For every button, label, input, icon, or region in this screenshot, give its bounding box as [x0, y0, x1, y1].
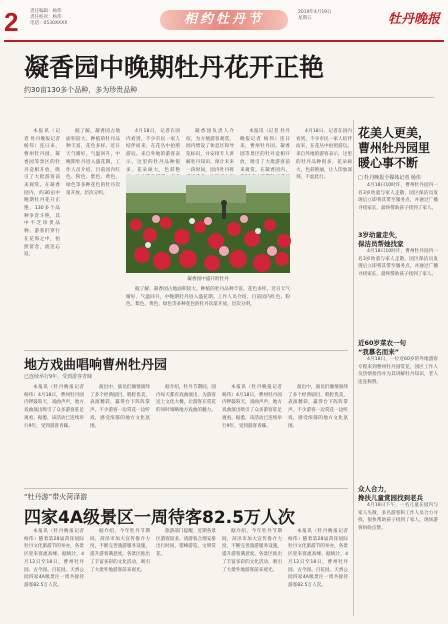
peony-illustration: [126, 175, 290, 273]
section-divider: [24, 350, 348, 351]
sidebar-headline-line: 暖心事不断: [358, 156, 419, 170]
editor-line: 电话：0530XXXX: [30, 21, 68, 26]
sidebar-section-subtitle: “我慕名而来”: [358, 348, 400, 356]
sidebar-section-1: [358, 230, 438, 248]
section-banner: 相约牡丹节: [160, 10, 288, 30]
sidebar: [358, 126, 438, 181]
third-kicker: “牡丹游”带火菏泽游: [24, 493, 88, 501]
sidebar-section-title: 3岁幼童走失，: [358, 231, 402, 239]
page-number: 2: [4, 7, 19, 37]
sidebar-section-2-text: 4月18日，一位近60岁的外地游客专程来到曹州牡丹园赏花，园区工作人员热情接待并为其讲解牡丹知识，老人连连称赞。: [358, 357, 438, 386]
sidebar-section-subtitle: 保洁员帮她找家: [358, 240, 404, 248]
second-column-3: 据介绍，牡丹节期间，园内每天都有戏曲演出，为游客送上文化大餐，让游客在赏花的同时领略地方戏曲的魅力。: [156, 385, 216, 414]
lead-continued: 据了解，凝香园占地面积较大，种植的牡丹品种丰富，花色多样。近日天气晴好，气温回升，中晚期牡丹进入盛花期。工作人员介绍，目前园内红色、粉色、紫色、黄色、绿色等多种花色的牡丹次第开放，层次分明。: [126, 287, 290, 308]
sidebar-section-2: [358, 338, 438, 356]
sidebar-byline: □ 牡丹晚报全媒体记者 杨伟: [358, 175, 421, 181]
second-byline: 已连续举行9年，受到游客青睐: [24, 374, 93, 380]
second-column-1: 本报讯（牡丹晚报记者 杨伟）4月18日，曹州牡丹园内锣鼓喧天，戏曲声声，地方戏曲演出吸引了众多游客驻足观看。据悉，该活动已连续举行9年，受到游客青睐。: [24, 385, 84, 429]
sidebar-section-title: 众人合力，: [358, 485, 391, 493]
second-column-5: 演出中，演员们倾情演绎了多个经典剧目，唱腔优美，表演精彩，赢得台下阵阵掌声。不少游客一边赏花一边听戏，感受浓郁的地方文化氛围。: [288, 385, 348, 429]
masthead-divider: [4, 40, 444, 42]
lead-column-4: 凝香园负责人介绍，为方便游客观赏，园内增设了休息区和导览标识，并安排专人讲解牡丹知识。预计未来一段时间，园内牡丹将: [186, 129, 234, 173]
lead-column-3: 4月18日，记者在园内看到，不少市民一家人结伴而来，在花丛中拍照游玩。来自外地的游客表示，这里的牡丹品种很多，花朵硕大，色彩艳: [126, 129, 180, 173]
lead-column-2: 据了解，凝香园占地面积较大，种植的牡丹品种丰富，花色多样。近日天气晴好，气温回升，中晚期牡丹进入盛花期。工作人员介绍，目前园内红色、粉色、紫色、黄色、绿色等多种花色的牡丹次第开放，层次分明。: [66, 129, 120, 196]
date-line: 2019年4月19日: [298, 10, 332, 15]
lead-divider: [24, 97, 434, 98]
photo-caption: 凝香园中盛开的牡丹: [187, 277, 229, 282]
second-headline: 地方戏曲唱响曹州牡丹园: [24, 358, 168, 373]
third-column-1: 本报讯（牡丹晚报记者 杨伟）随着第28届菏泽国际牡丹文化旅游节的举办，各景区迎来客流高峰。据统计，4月12日至18日，曹州牡丹园、古今园、百花园、天香公园四家4A级景区一周共接待游客82.5万人次。: [24, 529, 84, 588]
second-column-4: 本报讯（牡丹晚报记者 杨伟）4月18日，曹州牡丹园内锣鼓喧天，戏曲声声，地方戏曲演出吸引了众多游客驻足观看。据悉，该活动已连续举行9年，受到游客青睐。: [222, 385, 282, 429]
sidebar-section-3: [358, 484, 438, 502]
editor-line: 责任编辑：杨伟: [30, 9, 62, 14]
second-column-2: 演出中，演员们倾情演绎了多个经典剧目，唱腔优美，表演精彩，赢得台下阵阵掌声。不少游客一边赏花一边听戏，感受浓郁的地方文化氛围。: [90, 385, 150, 429]
third-column-5: 本报讯（牡丹晚报记者 杨伟）随着第28届菏泽国际牡丹文化旅游节的举办，各景区迎来客流高峰。据统计，4月12日至18日，曹州牡丹园、古今园、百花园、天香公园四家4A级景区一周共接待游客82.5万人次。: [288, 529, 348, 588]
sidebar-headline-line: 花美人更美，: [358, 126, 431, 140]
lead-column-1: 本报讯（记者 牡丹晚报记者 杨伟）连日来，曹州牡丹园、凝香园等景区的牡丹竞相开放，吸引了大批游客前来观赏。在凝香园内，约30亩中晚期牡丹花开正艳，130多个品种争奇斗艳，其中不乏珍贵品种。游客们穿行在花海之中，拍照留念，流连忘返。: [24, 129, 60, 258]
editor-info: [30, 9, 67, 27]
peony-garden-photo: [126, 175, 290, 273]
sidebar-section-subtitle: 搀扶儿童赏园找到老兵: [358, 494, 423, 502]
sidebar-section-3-text: 4月18日下午，一名儿童在园内与家人失散，多名游客和工作人员合力寻找，很快帮助孩子找到了家人，现场游客纷纷点赞。: [358, 503, 438, 532]
third-column-3: 旅游部门提醒，近期各景区游客较多，请游客合理安排出行时间，错峰游览，文明赏花。: [156, 529, 216, 558]
third-column-4: 据介绍，今年牡丹节期间，菏泽市加大宣传推介力度，不断完善旅游服务设施，提升游客满意度。各景区推出了丰富多彩的文化活动，吸引了大批外地游客前来观光。: [222, 529, 282, 573]
third-column-2: 据介绍，今年牡丹节期间，菏泽市加大宣传推介力度，不断完善旅游服务设施，提升游客满意度。各景区推出了丰富多彩的文化活动，吸引了大批外地游客前来观光。: [90, 529, 150, 573]
sidebar-intro: 4月18日10时许，曹州牡丹园内一名3岁幼童与家人走散，园区保洁员发现后立即将其带至服务点，并通过广播寻找家长，最终帮助孩子找到了家人。: [358, 183, 438, 212]
sidebar-headline-line: 曹州牡丹园里: [358, 141, 431, 155]
editor-line: 责任校对：杨伟: [30, 15, 62, 20]
lead-column-6: 4月18日，记者在园内看到，不少市民一家人结伴而来，在花丛中拍照游玩。来自外地的游客表示，这里的牡丹品种很多，花朵硕大，色彩艳丽，让人印象深刻，不虚此行。: [296, 129, 352, 181]
sidebar-section-1-text: 4月18日10时许，曹州牡丹园内一名3岁幼童与家人走散，园区保洁员发现后立即将其带至服务点，并通过广播寻找家长，最终帮助孩子找到了家人。: [358, 249, 438, 278]
lead-subheadline: 约30亩130多个品种，多为珍贵品种: [24, 86, 138, 94]
newspaper-name: 牡丹晚报: [388, 12, 441, 27]
section-divider: [24, 488, 348, 489]
third-headline: 四家4A级景区一周待客82.5万人次: [24, 508, 295, 528]
lead-headline: 凝香园中晚期牡丹花开正艳: [24, 53, 325, 82]
issue-date: [298, 10, 332, 22]
sidebar-divider: [353, 120, 354, 616]
sidebar-section-title: 近60岁菜农一句: [358, 339, 407, 347]
weekday-line: 星期五: [298, 16, 312, 21]
lead-column-5: 本报讯（记者 牡丹晚报记者 杨伟）连日来，曹州牡丹园、凝香园等景区的牡丹竞相开放，吸引了大批游客前来观赏。在凝香园内，: [240, 129, 290, 173]
